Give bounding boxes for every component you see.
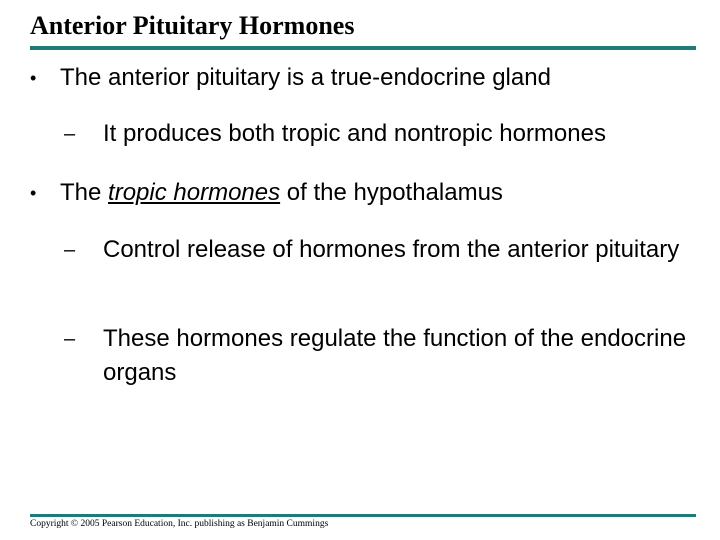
sub-bullet-marker: – xyxy=(64,328,76,350)
sub-bullet-marker: – xyxy=(64,123,76,145)
bullet-marker: • xyxy=(30,68,37,88)
bullet-text: The anterior pituitary is a true-endocrine gland xyxy=(60,64,551,91)
footer-divider xyxy=(30,514,696,517)
bullet-marker: • xyxy=(30,183,37,203)
bullet-text-before: The xyxy=(60,179,109,206)
bullet-text-after: of the hypothalamus xyxy=(280,179,503,206)
bullet-item xyxy=(30,61,710,95)
sub-bullet-item xyxy=(64,322,704,390)
sub-bullet-item xyxy=(64,233,704,267)
sub-bullet-text: These hormones regulate the function of the endocrine organs xyxy=(103,325,687,386)
title-divider xyxy=(30,46,696,50)
emphasis-term: tropic hormones xyxy=(108,179,281,206)
bullet-item xyxy=(30,176,710,210)
sub-bullet-item xyxy=(64,117,704,151)
sub-bullet-text: Control release of hormones from the anterior pituitary xyxy=(103,236,680,263)
copyright-footer: Copyright © 2005 Pearson Education, Inc. publishing as Benjamin Cummings xyxy=(30,519,329,529)
sub-bullet-marker: – xyxy=(64,239,76,261)
bullet-text xyxy=(60,176,710,210)
slide-title: Anterior Pituitary Hormones xyxy=(30,11,355,40)
sub-bullet-text: It produces both tropic and nontropic hormones xyxy=(103,120,606,147)
